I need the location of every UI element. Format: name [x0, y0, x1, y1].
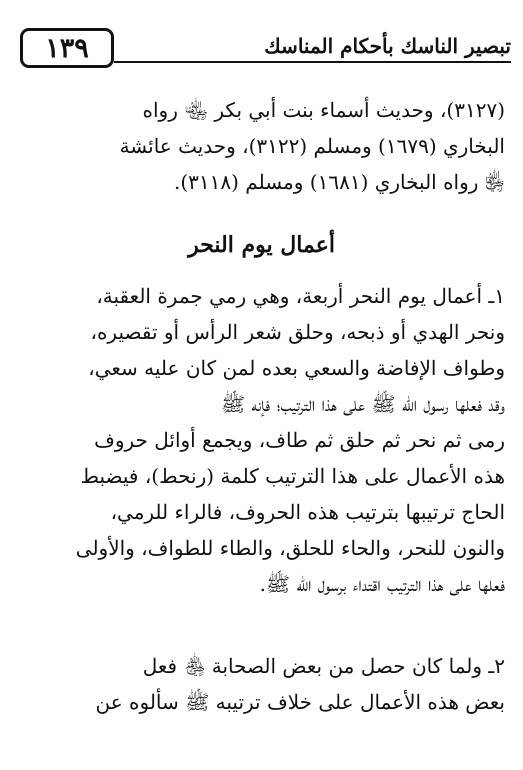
- text-line: (٣١٢٧)، وحديث أسماء بنت أبي بكر ﵄ رواه: [142, 98, 505, 122]
- paragraph-2: [18, 648, 505, 720]
- text-line: وقد فعلها رسول الله ﷺ على هذا الترتيب؛ فإنه ﷺ: [220, 392, 505, 416]
- text-line: ٢ـ ولما كان حصل من بعض الصحابة ﵃ فعل: [142, 654, 505, 678]
- paragraph-1: [18, 278, 505, 602]
- text-line: فعلها على هذا الترتيب اقتداء برسول الله ﷺ.: [259, 572, 505, 596]
- text-line: هذه الأعمال على هذا الترتيب كلمة (رنحط)، فيضبط: [80, 464, 505, 488]
- text-line: ونحر الهدي أو ذبحه، وحلق شعر الرأس أو تقصيره،: [90, 320, 505, 344]
- running-title: تبصير الناسك بأحكام المناسك: [264, 34, 511, 58]
- page-number-text: ١٣٩: [45, 32, 89, 64]
- page-number: [20, 28, 114, 68]
- text-line: بعض هذه الأعمال على خلاف ترتيبه ﷺ سألوه عن: [95, 690, 505, 714]
- text-line: الحاج ترتيبها بترتيب هذه الحروف، فالراء للرمي،: [110, 500, 505, 524]
- section-heading: أعمال يوم النحر: [188, 232, 335, 258]
- text-line: ١ـ أعمال يوم النحر أربعة، وهي رمي جمرة العقبة،: [96, 284, 505, 308]
- text-line: ﵂ رواه البخاري (١٦٨١) ومسلم (٣١١٨).: [173, 170, 505, 194]
- text-line: والنون للنحر، والحاء للحلق، والطاء للطواف، والأولى: [75, 536, 505, 560]
- intro-paragraph: [18, 92, 505, 200]
- header-divider: [114, 61, 511, 63]
- text-line: رمى ثم نحر ثم حلق ثم طاف، ويجمع أوائل حروف: [94, 428, 505, 452]
- text-line: وطواف الإفاضة والسعي بعده لمن كان عليه سعي،: [88, 356, 505, 380]
- text-line: البخاري (١٦٧٩) ومسلم (٣١٢٢)، وحديث عائشة: [119, 134, 505, 158]
